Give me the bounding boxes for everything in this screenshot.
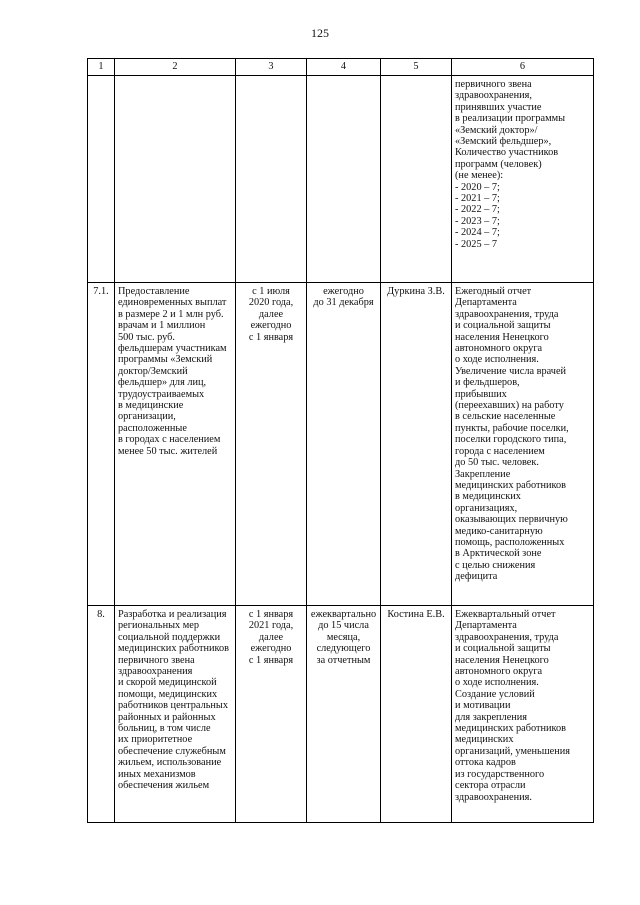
cell-text-line: ежегодно <box>250 643 292 655</box>
cell-text-line: следующего <box>316 643 371 655</box>
cell-text-line: о ходе исполнения. <box>455 677 539 689</box>
table-row <box>88 606 594 823</box>
page-number: 125 <box>311 26 329 40</box>
cell-text-line: - 2025 – 7 <box>455 238 498 250</box>
cell-text-line: обеспечение служебным <box>118 745 226 757</box>
cell-text-line: фельдшерам участникам <box>118 343 227 355</box>
cell-text-line: районных и районных <box>118 711 216 723</box>
column-header: 2 <box>115 59 236 76</box>
cell-text-line: с целью снижения <box>455 559 536 571</box>
cell-text-line: фельдшер» для лиц, <box>118 377 207 389</box>
cell-text-line: Создание условий <box>455 688 535 700</box>
cell-text-line: организациях, <box>455 502 518 514</box>
cell-text-line: в медицинские <box>118 400 184 412</box>
row-number <box>88 76 115 283</box>
cell-text-line: Разработка и реализация <box>118 609 227 620</box>
cell-text-line: организаций, уменьшения <box>455 745 570 757</box>
cell-text-line: здравоохранения, труда <box>455 631 559 643</box>
cell-text-line: ежеквартально <box>310 609 377 620</box>
cell-text-line: в Арктической зоне <box>455 548 542 560</box>
table-row <box>88 76 594 283</box>
cell-text-line: населения Ненецкого <box>455 331 549 343</box>
cell-text-line: в городах с населением <box>118 434 221 446</box>
start-date-cell <box>236 76 307 283</box>
cell-text-line: за отчетным <box>316 654 371 666</box>
cell-text-line: и мотивации <box>455 700 511 712</box>
cell-text-line: с 1 января <box>248 609 294 620</box>
cell-text-line: с 1 января <box>248 654 294 666</box>
cell-text-line: помощь, расположенных <box>455 536 565 548</box>
cell-text-line: поселки городского типа, <box>455 434 567 446</box>
table-row <box>88 283 594 606</box>
cell-text-line: автономного округа <box>455 666 543 678</box>
cell-text-line: здравоохранения <box>118 666 193 678</box>
cell-text-line: работников центральных <box>118 700 228 712</box>
cell-text-line: Ежегодный отчет <box>455 286 532 297</box>
measures-table <box>87 58 594 823</box>
column-header: 3 <box>236 59 307 76</box>
cell-text-line: в медицинских <box>455 491 521 503</box>
cell-text-line: в сельские населенные <box>455 411 556 423</box>
cell-text-line: программы «Земский <box>118 354 213 366</box>
cell-text-line: и социальной защиты <box>455 320 551 332</box>
row-number: 7.1. <box>88 283 115 606</box>
cell-text-line: 2020 года, <box>248 297 294 309</box>
cell-text-line: Увеличение числа врачей <box>455 365 567 377</box>
cell-text-line: до 50 тыс. человек. <box>455 457 539 469</box>
period-cell <box>307 283 381 606</box>
result-cell <box>452 76 594 283</box>
result-cell <box>452 283 594 606</box>
cell-text-line: с 1 июля <box>252 286 290 297</box>
cell-text-line: организации, <box>118 411 176 423</box>
cell-text-line: - 2020 – 7; <box>455 181 500 193</box>
cell-text-line: (не менее): <box>455 170 504 182</box>
cell-text-line: их приоритетное <box>118 734 193 746</box>
cell-text-line: жильем, использование <box>118 757 222 769</box>
responsible-cell: Дуркина З.В. <box>381 283 452 606</box>
cell-text-line: здравоохранения, труда <box>455 308 559 320</box>
period-cell <box>307 606 381 823</box>
column-header: 1 <box>88 59 115 76</box>
cell-text-line: первичного звена <box>455 79 532 90</box>
row-number: 8. <box>88 606 115 823</box>
responsible-cell: Костина Е.В. <box>381 606 452 823</box>
cell-text-line: «Земский доктор»/ <box>455 124 538 136</box>
cell-text-line: врачам и 1 миллион <box>118 320 206 332</box>
cell-text-line: «Земский фельдшер», <box>455 136 552 148</box>
cell-text-line: далее <box>258 308 284 320</box>
cell-text-line: и социальной защиты <box>455 643 551 655</box>
cell-text-line: больниц, в том числе <box>118 723 211 735</box>
cell-text-line: социальной поддержки <box>118 631 221 643</box>
cell-text-line: Предоставление <box>118 286 190 297</box>
cell-text-line: трудоустраиваемых <box>118 388 205 400</box>
cell-text-line: обеспечения жильем <box>118 780 210 792</box>
cell-text-line: месяца, <box>326 631 361 643</box>
responsible-cell <box>381 76 452 283</box>
cell-text-line: оказывающих первичную <box>455 514 568 526</box>
cell-text-line: 500 тыс. руб. <box>118 331 175 343</box>
cell-text-line: здравоохранения. <box>455 791 532 803</box>
cell-text-line: населения Ненецкого <box>455 654 549 666</box>
cell-text-line: иных механизмов <box>118 768 196 780</box>
cell-text-line: здравоохранения, <box>455 90 532 102</box>
cell-text-line: принявших участие <box>455 101 542 113</box>
column-header: 4 <box>307 59 381 76</box>
period-cell <box>307 76 381 283</box>
cell-text-line: - 2023 – 7; <box>455 215 500 227</box>
cell-text-line: из государственного <box>455 768 545 780</box>
cell-text-line: расположенные <box>118 422 187 434</box>
cell-text-line: оттока кадров <box>455 757 516 769</box>
cell-text-line: 2021 года, <box>248 620 294 632</box>
column-header: 6 <box>452 59 594 76</box>
cell-text-line: города с населением <box>455 445 545 457</box>
cell-text-line: медицинских работников <box>118 643 230 655</box>
cell-text-line: далее <box>258 631 284 643</box>
cell-text-line: до 31 декабря <box>313 297 374 309</box>
cell-text-line: дефицита <box>455 571 498 583</box>
measure-cell <box>115 76 236 283</box>
cell-text-line: ежегодно <box>323 286 364 297</box>
column-header: 5 <box>381 59 452 76</box>
cell-text-line: и фельдшеров, <box>455 377 520 389</box>
cell-text-line: медицинских работников <box>455 479 567 491</box>
start-date-cell <box>236 606 307 823</box>
cell-text-line: Количество участников <box>455 147 559 159</box>
result-cell <box>452 606 594 823</box>
cell-text-line: и скорой медицинской <box>118 677 217 689</box>
cell-text-line: помощи, медицинских <box>118 688 218 700</box>
cell-text-line: первичного звена <box>118 654 195 666</box>
cell-text-line: единовременных выплат <box>118 297 227 309</box>
cell-text-line: медико-санитарную <box>455 525 543 537</box>
cell-text-line: сектора отрасли <box>455 780 526 792</box>
measure-cell <box>115 283 236 606</box>
cell-text-line: медицинских <box>455 734 514 746</box>
cell-text-line: Департамента <box>455 620 517 632</box>
cell-text-line: пункты, рабочие поселки, <box>455 422 569 434</box>
start-date-cell <box>236 283 307 606</box>
cell-text-line: менее 50 тыс. жителей <box>118 445 218 457</box>
cell-text-line: до 15 числа <box>318 620 369 632</box>
cell-text-line: Закрепление <box>455 468 511 480</box>
cell-text-line: в реализации программы <box>455 113 566 125</box>
cell-text-line: ежегодно <box>250 320 292 332</box>
cell-text-line: с 1 января <box>248 331 294 343</box>
measure-cell <box>115 606 236 823</box>
table-header-row <box>88 59 594 76</box>
cell-text-line: доктор/Земский <box>118 365 188 377</box>
cell-text-line: о ходе исполнения. <box>455 354 539 366</box>
cell-text-line: (переехавших) на работу <box>455 400 564 412</box>
cell-text-line: автономного округа <box>455 343 543 355</box>
cell-text-line: - 2024 – 7; <box>455 227 500 239</box>
cell-text-line: Департамента <box>455 297 517 309</box>
cell-text-line: - 2021 – 7; <box>455 193 500 205</box>
cell-text-line: прибывших <box>455 388 507 400</box>
cell-text-line: медицинских работников <box>455 723 567 735</box>
cell-text-line: для закрепления <box>455 711 528 723</box>
cell-text-line: - 2022 – 7; <box>455 204 500 216</box>
cell-text-line: региональных мер <box>118 620 199 632</box>
cell-text-line: в размере 2 и 1 млн руб. <box>118 308 224 320</box>
cell-text-line: программ (человек) <box>455 158 542 170</box>
cell-text-line: Ежеквартальный отчет <box>455 609 556 620</box>
